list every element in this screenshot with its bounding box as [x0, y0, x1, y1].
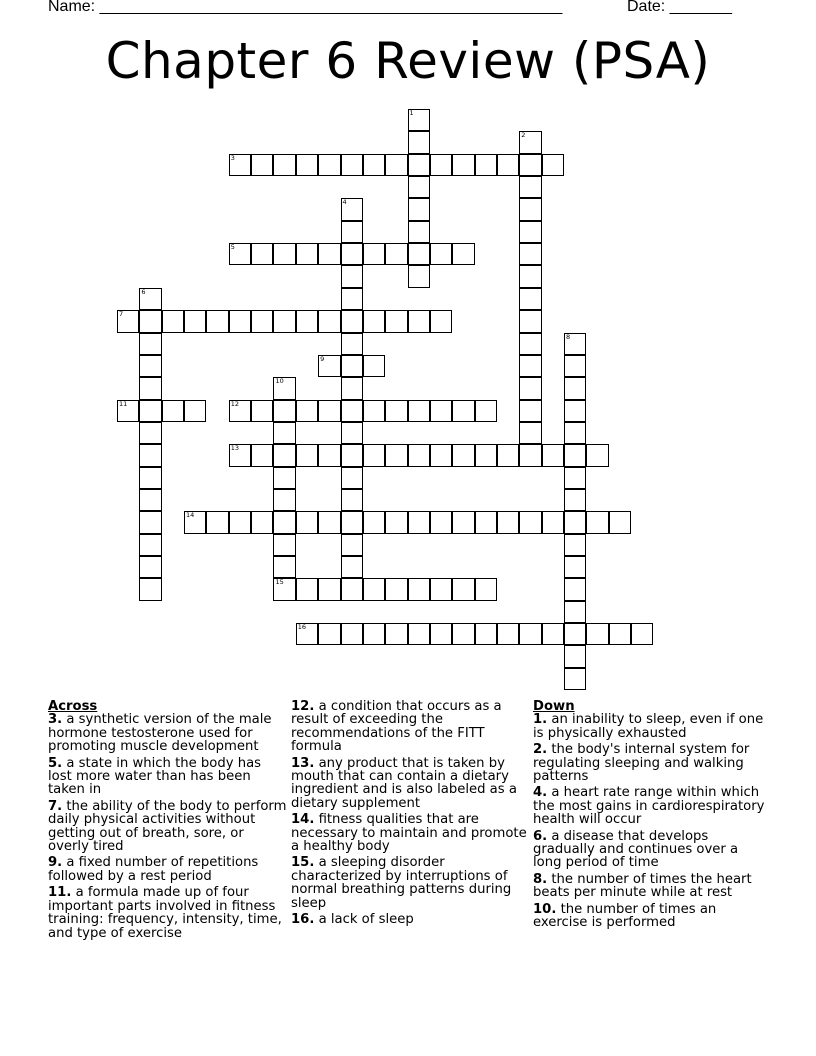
- grid-cell[interactable]: [318, 243, 340, 265]
- grid-cell[interactable]: [296, 310, 318, 332]
- clue-number-label: 6.: [533, 828, 548, 844]
- clue-number-label: 16.: [291, 912, 315, 928]
- grid-cell[interactable]: [519, 444, 541, 466]
- grid-cell[interactable]: [318, 578, 340, 600]
- grid-cell[interactable]: [273, 243, 295, 265]
- page-title: Chapter 6 Review (PSA): [105, 32, 711, 90]
- grid-cell[interactable]: [229, 444, 251, 466]
- grid-cell[interactable]: [564, 578, 586, 600]
- clue-text: a synthetic version of the male hormone testosterone used for promoting muscle development: [48, 712, 272, 755]
- grid-cell[interactable]: [229, 154, 251, 176]
- grid-cell[interactable]: [385, 511, 407, 533]
- across-clue-list: [48, 713, 288, 940]
- clue-number: 16: [297, 623, 307, 632]
- across-clues-column-1: [48, 700, 288, 943]
- grid-cell[interactable]: [408, 221, 430, 243]
- grid-cell[interactable]: [296, 444, 318, 466]
- grid-cell[interactable]: [363, 154, 385, 176]
- grid-cell[interactable]: [385, 154, 407, 176]
- grid-cell[interactable]: [586, 444, 608, 466]
- grid-cell[interactable]: [206, 310, 228, 332]
- clue-number-label: 1.: [533, 712, 548, 728]
- grid-cell[interactable]: [408, 400, 430, 422]
- grid-cell[interactable]: [363, 243, 385, 265]
- grid-cell[interactable]: [385, 243, 407, 265]
- grid-cell[interactable]: [497, 154, 519, 176]
- grid-cell[interactable]: [408, 131, 430, 153]
- grid-cell[interactable]: [519, 288, 541, 310]
- across-clue-list-continued: [291, 700, 527, 927]
- grid-cell[interactable]: [139, 422, 161, 444]
- grid-cell[interactable]: [229, 511, 251, 533]
- clue-item: [48, 886, 288, 940]
- grid-cell[interactable]: [542, 444, 564, 466]
- grid-cell[interactable]: [184, 511, 206, 533]
- clue-number-label: 11.: [48, 885, 72, 901]
- name-label: Name:: [48, 0, 96, 15]
- grid-cell[interactable]: [430, 444, 452, 466]
- grid-cell[interactable]: [408, 578, 430, 600]
- clue-number: 15: [275, 578, 284, 587]
- grid-cell[interactable]: [564, 668, 586, 690]
- grid-cell[interactable]: [341, 221, 363, 243]
- grid-cell[interactable]: [564, 534, 586, 556]
- grid-cell[interactable]: [184, 400, 206, 422]
- grid-cell[interactable]: [296, 623, 318, 645]
- clue-number: 11: [119, 399, 128, 408]
- grid-cell[interactable]: [497, 623, 519, 645]
- grid-cell[interactable]: [341, 355, 363, 377]
- grid-cell[interactable]: [408, 176, 430, 198]
- grid-cell[interactable]: [430, 154, 452, 176]
- grid-cell[interactable]: [452, 400, 474, 422]
- across-heading: Across: [48, 699, 98, 714]
- grid-cell[interactable]: [139, 511, 161, 533]
- clue-item: [48, 800, 288, 854]
- grid-cell[interactable]: [273, 377, 295, 399]
- grid-cell[interactable]: [139, 333, 161, 355]
- clue-number-label: 7.: [48, 798, 63, 814]
- grid-cell[interactable]: [519, 131, 541, 153]
- grid-cell[interactable]: [341, 154, 363, 176]
- grid-cell[interactable]: [117, 400, 139, 422]
- grid-cell[interactable]: [586, 623, 608, 645]
- down-clues-column: [533, 700, 769, 933]
- grid-cell[interactable]: [341, 198, 363, 220]
- grid-cell[interactable]: [452, 243, 474, 265]
- grid-cell[interactable]: [408, 511, 430, 533]
- clue-number-label: 4.: [533, 785, 548, 801]
- clue-number-label: 14.: [291, 812, 315, 828]
- grid-cell[interactable]: [519, 176, 541, 198]
- grid-cell[interactable]: [564, 556, 586, 578]
- grid-cell[interactable]: [139, 467, 161, 489]
- grid-cell[interactable]: [341, 444, 363, 466]
- grid-cell[interactable]: [430, 578, 452, 600]
- grid-cell[interactable]: [452, 578, 474, 600]
- clue-text: the ability of the body to perform daily physical activities without getting out of breath, sore, or overly tired: [48, 798, 287, 855]
- grid-cell[interactable]: [519, 333, 541, 355]
- grid-cell[interactable]: [318, 511, 340, 533]
- grid-cell[interactable]: [341, 534, 363, 556]
- grid-cell[interactable]: [609, 511, 631, 533]
- clue-item: [533, 830, 769, 870]
- grid-cell[interactable]: [408, 265, 430, 287]
- grid-cell[interactable]: [296, 243, 318, 265]
- clue-text: a disease that develops gradually and continues over a long period of time: [533, 828, 739, 871]
- grid-cell[interactable]: [363, 355, 385, 377]
- grid-cell[interactable]: [341, 377, 363, 399]
- date-label: Date:: [627, 0, 666, 15]
- grid-cell[interactable]: [341, 467, 363, 489]
- grid-cell[interactable]: [363, 310, 385, 332]
- grid-cell[interactable]: [318, 310, 340, 332]
- grid-cell[interactable]: [408, 444, 430, 466]
- grid-cell[interactable]: [229, 310, 251, 332]
- grid-cell[interactable]: [139, 444, 161, 466]
- grid-cell[interactable]: [139, 578, 161, 600]
- grid-cell[interactable]: [497, 511, 519, 533]
- grid-cell[interactable]: [452, 623, 474, 645]
- clue-item: [533, 786, 769, 826]
- grid-cell[interactable]: [475, 154, 497, 176]
- grid-cell[interactable]: [341, 333, 363, 355]
- grid-cell[interactable]: [631, 623, 653, 645]
- clue-number: 5: [230, 243, 235, 252]
- grid-cell[interactable]: [564, 355, 586, 377]
- clue-item: [291, 700, 527, 754]
- clue-number: 6: [141, 287, 146, 296]
- grid-cell[interactable]: [475, 578, 497, 600]
- grid-cell[interactable]: [586, 511, 608, 533]
- grid-cell[interactable]: [139, 310, 161, 332]
- grid-cell[interactable]: [341, 578, 363, 600]
- grid-cell[interactable]: [385, 623, 407, 645]
- grid-cell[interactable]: [385, 444, 407, 466]
- grid-cell[interactable]: [408, 154, 430, 176]
- grid-cell[interactable]: [519, 221, 541, 243]
- clue-text: a formula made up of four important parts involved in fitness training: frequency, intensity, time, and type of exercise: [48, 885, 282, 941]
- grid-cell[interactable]: [519, 198, 541, 220]
- grid-cell[interactable]: [273, 444, 295, 466]
- clue-number-label: 15.: [291, 855, 315, 871]
- grid-cell[interactable]: [251, 511, 273, 533]
- clue-text: a lack of sleep: [314, 912, 414, 928]
- clue-number: 12: [230, 399, 240, 408]
- grid-cell[interactable]: [341, 511, 363, 533]
- grid-cell[interactable]: [318, 444, 340, 466]
- clue-text: the body's internal system for regulating sleeping and walking patterns: [533, 742, 750, 785]
- clue-text: a sleeping disorder characterized by interruptions of normal breathing patterns during sleep: [291, 855, 512, 911]
- grid-cell[interactable]: [497, 444, 519, 466]
- grid-cell[interactable]: [318, 400, 340, 422]
- grid-cell[interactable]: [363, 578, 385, 600]
- grid-cell[interactable]: [318, 355, 340, 377]
- grid-cell[interactable]: [273, 534, 295, 556]
- grid-cell[interactable]: [408, 109, 430, 131]
- clue-item: [533, 713, 769, 740]
- grid-cell[interactable]: [296, 578, 318, 600]
- clue-number-label: 3.: [48, 712, 63, 728]
- clue-number-label: 2.: [533, 742, 548, 758]
- grid-cell[interactable]: [363, 400, 385, 422]
- grid-cell[interactable]: [318, 154, 340, 176]
- clue-number: 3: [230, 153, 235, 162]
- grid-cell[interactable]: [519, 377, 541, 399]
- grid-cell[interactable]: [519, 511, 541, 533]
- grid-cell[interactable]: [564, 623, 586, 645]
- clue-text: a fixed number of repetitions followed by a rest period: [48, 855, 259, 884]
- clue-item: [291, 757, 527, 811]
- clue-text: the number of times an exercise is performed: [533, 901, 717, 931]
- grid-cell[interactable]: [452, 154, 474, 176]
- clue-text: an inability to sleep, even if one is physically exhausted: [533, 712, 764, 741]
- clue-item: [291, 813, 527, 853]
- grid-cell[interactable]: [430, 511, 452, 533]
- name-line[interactable]: ____________________________________________________: [99, 0, 563, 15]
- grid-cell[interactable]: [519, 310, 541, 332]
- grid-cell[interactable]: [296, 400, 318, 422]
- grid-cell[interactable]: [363, 511, 385, 533]
- grid-cell[interactable]: [139, 355, 161, 377]
- grid-cell[interactable]: [385, 310, 407, 332]
- grid-cell[interactable]: [296, 154, 318, 176]
- clue-text: a state in which the body has lost more water than has been taken in: [48, 755, 262, 798]
- grid-cell[interactable]: [341, 265, 363, 287]
- grid-cell[interactable]: [139, 556, 161, 578]
- grid-cell[interactable]: [139, 377, 161, 399]
- clue-number: 7: [119, 310, 124, 319]
- clue-item: [533, 873, 769, 900]
- down-clue-list: [533, 713, 769, 929]
- grid-cell[interactable]: [229, 243, 251, 265]
- grid-cell[interactable]: [475, 623, 497, 645]
- grid-cell[interactable]: [251, 310, 273, 332]
- grid-cell[interactable]: [229, 400, 251, 422]
- grid-cell[interactable]: [564, 645, 586, 667]
- clue-item: [533, 903, 769, 930]
- grid-cell[interactable]: [341, 556, 363, 578]
- clue-number: 1: [409, 109, 414, 117]
- grid-cell[interactable]: [430, 243, 452, 265]
- clue-number: 14: [186, 511, 195, 520]
- grid-cell[interactable]: [273, 310, 295, 332]
- grid-cell[interactable]: [273, 556, 295, 578]
- clue-item: [533, 743, 769, 783]
- grid-cell[interactable]: [519, 265, 541, 287]
- grid-cell[interactable]: [564, 400, 586, 422]
- grid-cell[interactable]: [564, 333, 586, 355]
- grid-cell[interactable]: [542, 623, 564, 645]
- clue-text: the number of times the heart beats per minute while at rest: [533, 871, 752, 901]
- clue-item: [291, 913, 527, 926]
- clue-number: 9: [320, 354, 325, 363]
- grid-cell[interactable]: [542, 511, 564, 533]
- across-clues-column-2: [291, 700, 527, 930]
- grid-cell[interactable]: [430, 623, 452, 645]
- clue-text: a condition that occurs as a result of exceeding the recommendations of the FITT formula: [291, 699, 502, 755]
- grid-cell[interactable]: [475, 400, 497, 422]
- grid-cell[interactable]: [162, 310, 184, 332]
- grid-cell[interactable]: [251, 444, 273, 466]
- clue-text: a heart rate range within which the most gains in cardiorespiratory health will occur: [533, 785, 765, 828]
- grid-cell[interactable]: [273, 578, 295, 600]
- clue-item: [291, 856, 527, 910]
- clue-number-label: 5.: [48, 755, 63, 771]
- grid-cell[interactable]: [184, 310, 206, 332]
- grid-cell[interactable]: [341, 310, 363, 332]
- grid-cell[interactable]: [519, 154, 541, 176]
- grid-cell[interactable]: [408, 310, 430, 332]
- grid-cell[interactable]: [251, 400, 273, 422]
- grid-cell[interactable]: [139, 400, 161, 422]
- grid-cell[interactable]: [341, 489, 363, 511]
- grid-cell[interactable]: [139, 288, 161, 310]
- clue-number: 10: [275, 377, 284, 386]
- grid-cell[interactable]: [296, 511, 318, 533]
- grid-cell[interactable]: [452, 511, 474, 533]
- clue-number-label: 13.: [291, 755, 315, 771]
- grid-cell[interactable]: [564, 511, 586, 533]
- grid-cell[interactable]: [385, 578, 407, 600]
- down-heading: Down: [533, 699, 575, 714]
- grid-cell[interactable]: [408, 623, 430, 645]
- grid-cell[interactable]: [363, 444, 385, 466]
- grid-cell[interactable]: [139, 489, 161, 511]
- grid-cell[interactable]: [564, 444, 586, 466]
- grid-cell[interactable]: [452, 444, 474, 466]
- grid-cell[interactable]: [564, 467, 586, 489]
- grid-cell[interactable]: [519, 355, 541, 377]
- grid-cell[interactable]: [273, 467, 295, 489]
- grid-cell[interactable]: [341, 422, 363, 444]
- clue-item: [48, 757, 288, 797]
- clue-number: 4: [342, 198, 347, 207]
- grid-cell[interactable]: [341, 400, 363, 422]
- clue-item: [48, 856, 288, 883]
- date-line[interactable]: _______: [669, 0, 732, 15]
- clue-item: [48, 713, 288, 753]
- grid-cell[interactable]: [341, 288, 363, 310]
- grid-cell[interactable]: [273, 400, 295, 422]
- grid-cell[interactable]: [273, 489, 295, 511]
- grid-cell[interactable]: [341, 243, 363, 265]
- grid-cell[interactable]: [408, 198, 430, 220]
- grid-cell[interactable]: [162, 400, 184, 422]
- grid-cell[interactable]: [564, 422, 586, 444]
- grid-cell[interactable]: [318, 623, 340, 645]
- grid-cell[interactable]: [475, 444, 497, 466]
- clue-text: any product that is taken by mouth that can contain a dietary ingredient and is also labeled as a dietary supplement: [291, 755, 517, 811]
- grid-cell[interactable]: [519, 422, 541, 444]
- grid-cell[interactable]: [117, 310, 139, 332]
- grid-cell[interactable]: [519, 400, 541, 422]
- clue-number: 13: [230, 444, 240, 453]
- grid-cell[interactable]: [564, 377, 586, 399]
- grid-cell[interactable]: [341, 623, 363, 645]
- clue-number-label: 12.: [291, 699, 315, 714]
- clue-number: 8: [566, 332, 571, 341]
- grid-cell[interactable]: [430, 310, 452, 332]
- grid-cell[interactable]: [475, 511, 497, 533]
- grid-cell[interactable]: [273, 422, 295, 444]
- grid-cell[interactable]: [519, 243, 541, 265]
- grid-cell[interactable]: [251, 243, 273, 265]
- clue-number-label: 10.: [533, 901, 557, 917]
- grid-cell[interactable]: [385, 400, 407, 422]
- clue-number-label: 8.: [533, 871, 548, 887]
- grid-cell[interactable]: [542, 154, 564, 176]
- grid-cell[interactable]: [408, 243, 430, 265]
- grid-cell[interactable]: [564, 601, 586, 623]
- grid-cell[interactable]: [609, 623, 631, 645]
- clue-number: 2: [521, 131, 526, 140]
- grid-cell[interactable]: [519, 623, 541, 645]
- grid-cell[interactable]: [430, 400, 452, 422]
- clue-text: fitness qualities that are necessary to maintain and promote a healthy body: [291, 812, 527, 855]
- grid-cell[interactable]: [273, 511, 295, 533]
- grid-cell[interactable]: [363, 623, 385, 645]
- grid-cell[interactable]: [251, 154, 273, 176]
- grid-cell[interactable]: [139, 534, 161, 556]
- grid-cell[interactable]: [273, 154, 295, 176]
- grid-cell[interactable]: [564, 489, 586, 511]
- clue-number-label: 9.: [48, 855, 63, 871]
- grid-cell[interactable]: [206, 511, 228, 533]
